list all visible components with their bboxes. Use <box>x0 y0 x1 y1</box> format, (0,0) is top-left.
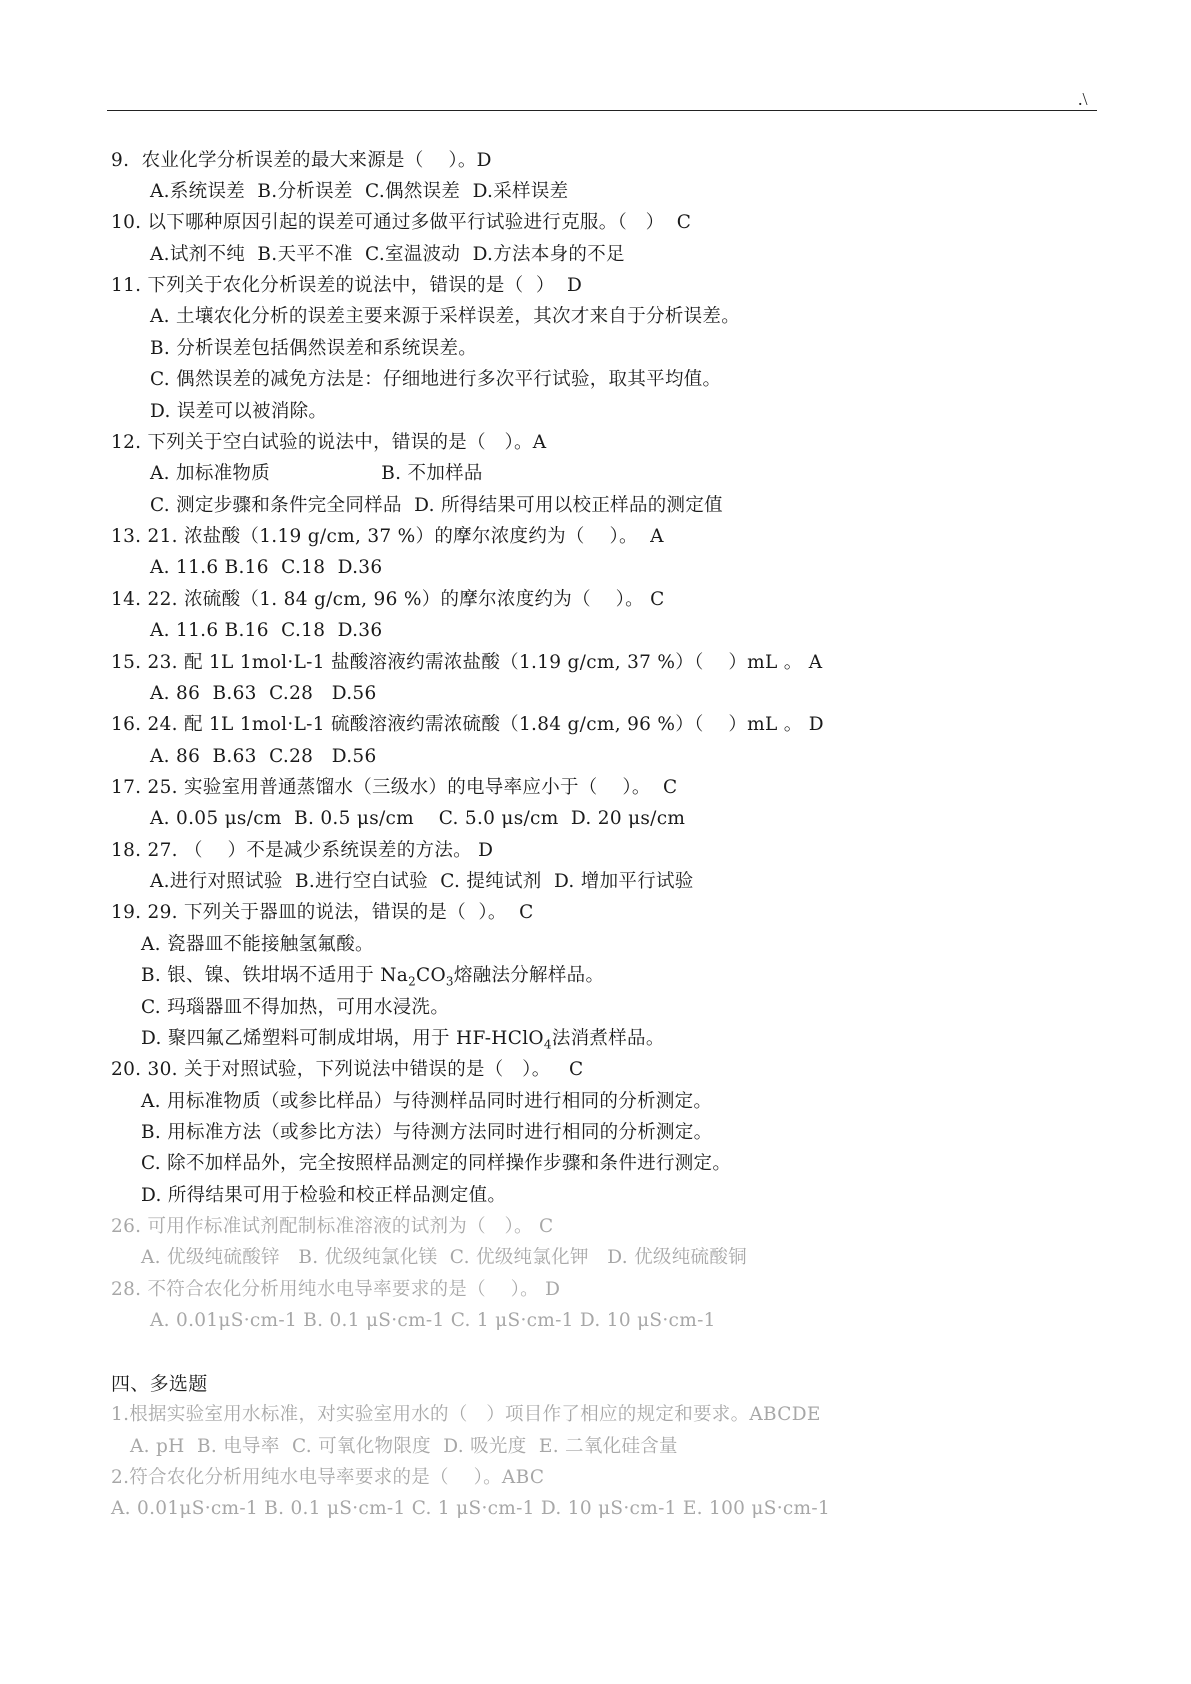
question-20-option-c: C. 除不加样品外，完全按照样品测定的同样操作步骤和条件进行测定。 <box>141 1153 732 1174</box>
multi-question-1-options: A. pH B. 电导率 C. 可氧化物限度 D. 吸光度 E. 二氧化硅含量 <box>130 1436 678 1457</box>
question-9: 9. 农业化学分析误差的最大来源是（ ）。D <box>111 150 492 171</box>
question-11-option-c: C. 偶然误差的减免方法是：仔细地进行多次平行试验，取其平均值。 <box>150 369 722 390</box>
page-header-mark: .\ <box>1078 89 1088 109</box>
question-11: 11. 下列关于农化分析误差的说法中，错误的是（ ） D <box>111 275 583 296</box>
question-12-options-cd: C. 测定步骤和条件完全同样品 D. 所得结果可用以校正样品的测定值 <box>150 495 723 516</box>
question-12: 12. 下列关于空白试验的说法中，错误的是（ ）。A <box>111 432 547 453</box>
question-17: 17. 25. 实验室用普通蒸馏水（三级水）的电导率应小于（ ）。 C <box>111 777 678 798</box>
question-15-options: A. 86 B.63 C.28 D.56 <box>150 683 377 704</box>
question-13: 13. 21. 浓盐酸（1.19 g/cm, 37 %）的摩尔浓度约为（ ）。 A <box>111 526 664 547</box>
question-11-option-b: B. 分析误差包括偶然误差和系统误差。 <box>150 338 478 359</box>
question-17-options: A. 0.05 μs/cm B. 0.5 μs/cm C. 5.0 μs/cm D. 20 μs/cm <box>150 808 686 829</box>
section-heading-multiple-choice: 四、多选题 <box>111 1373 208 1395</box>
question-13-options: A. 11.6 B.16 C.18 D.36 <box>150 557 383 578</box>
question-12-options-ab: A. 加标准物质 B. 不加样品 <box>150 463 483 484</box>
question-10-options: A.试剂不纯 B.天平不准 C.室温波动 D.方法本身的不足 <box>150 244 625 265</box>
question-28: 28. 不符合农化分析用纯水电导率要求的是（ ）。 D <box>111 1279 561 1300</box>
multi-question-2: 2.符合农化分析用纯水电导率要求的是（ ）。ABC <box>111 1467 545 1488</box>
question-15: 15. 23. 配 1L 1mol·L-1 盐酸溶液约需浓盐酸（1.19 g/cm, 37 %）（ ）mL 。 A <box>111 652 823 673</box>
question-19: 19. 29. 下列关于器皿的说法，错误的是（ ）。 C <box>111 902 534 923</box>
question-19-option-b: B. 银、镍、铁坩埚不适用于 $Na_2CO_3$熔融法分解样品。 <box>141 965 605 989</box>
multi-question-2-options: A. 0.01μS·cm-1 B. 0.1 μS·cm-1 C. 1 μS·cm-1 D. 10 μS·cm-1 E. 100 μS·cm-1 <box>111 1498 831 1519</box>
question-28-options: A. 0.01μS·cm-1 B. 0.1 μS·cm-1 C. 1 μS·cm-1 D. 10 μS·cm-1 <box>150 1310 716 1331</box>
question-19-option-a: A. 瓷器皿不能接触氢氟酸。 <box>141 934 374 955</box>
question-11-option-d: D. 误差可以被消除。 <box>150 401 328 422</box>
question-20-option-b: B. 用标准方法（或参比方法）与待测方法同时进行相同的分析测定。 <box>141 1122 713 1143</box>
question-20: 20. 30. 关于对照试验，下列说法中错误的是（ ）。 C <box>111 1059 584 1080</box>
header-rule <box>107 110 1097 111</box>
question-26: 26. 可用作标准试剂配制标准溶液的试剂为（ ）。 C <box>111 1216 554 1237</box>
question-9-options: A.系统误差 B.分析误差 C.偶然误差 D.采样误差 <box>150 181 569 202</box>
question-14-options: A. 11.6 B.16 C.18 D.36 <box>150 620 383 641</box>
question-16: 16. 24. 配 1L 1mol·L-1 硫酸溶液约需浓硫酸（1.84 g/cm, 96 %）（ ）mL 。 D <box>111 714 824 735</box>
question-20-option-a: A. 用标准物质（或参比样品）与待测样品同时进行相同的分析测定。 <box>141 1091 713 1112</box>
question-19-option-c: C. 玛瑙器皿不得加热，可用水浸洗。 <box>141 997 450 1018</box>
question-18-options: A.进行对照试验 B.进行空白试验 C. 提纯试剂 D. 增加平行试验 <box>150 871 694 892</box>
question-11-option-a: A. 土壤农化分析的误差主要来源于采样误差，其次才来自于分析误差。 <box>150 306 741 327</box>
multi-question-1: 1.根据实验室用水标准，对实验室用水的（ ）项目作了相应的规定和要求。ABCDE <box>111 1404 821 1425</box>
question-26-options: A. 优级纯硫酸锌 B. 优级纯氯化镁 C. 优级纯氯化钾 D. 优级纯硫酸铜 <box>141 1247 747 1268</box>
question-19-option-d: D. 聚四氟乙烯塑料可制成坩埚，用于 HF-HClO$_4$法消煮样品。 <box>141 1028 665 1052</box>
question-10: 10. 以下哪种原因引起的误差可通过多做平行试验进行克服。（ ） C <box>111 212 692 233</box>
question-20-option-d: D. 所得结果可用于检验和校正样品测定值。 <box>141 1185 507 1206</box>
question-18: 18. 27. （ ）不是减少系统误差的方法。 D <box>111 840 494 861</box>
question-16-options: A. 86 B.63 C.28 D.56 <box>150 746 377 767</box>
question-14: 14. 22. 浓硫酸（1. 84 g/cm, 96 %）的摩尔浓度约为（ ）。 C <box>111 589 665 610</box>
